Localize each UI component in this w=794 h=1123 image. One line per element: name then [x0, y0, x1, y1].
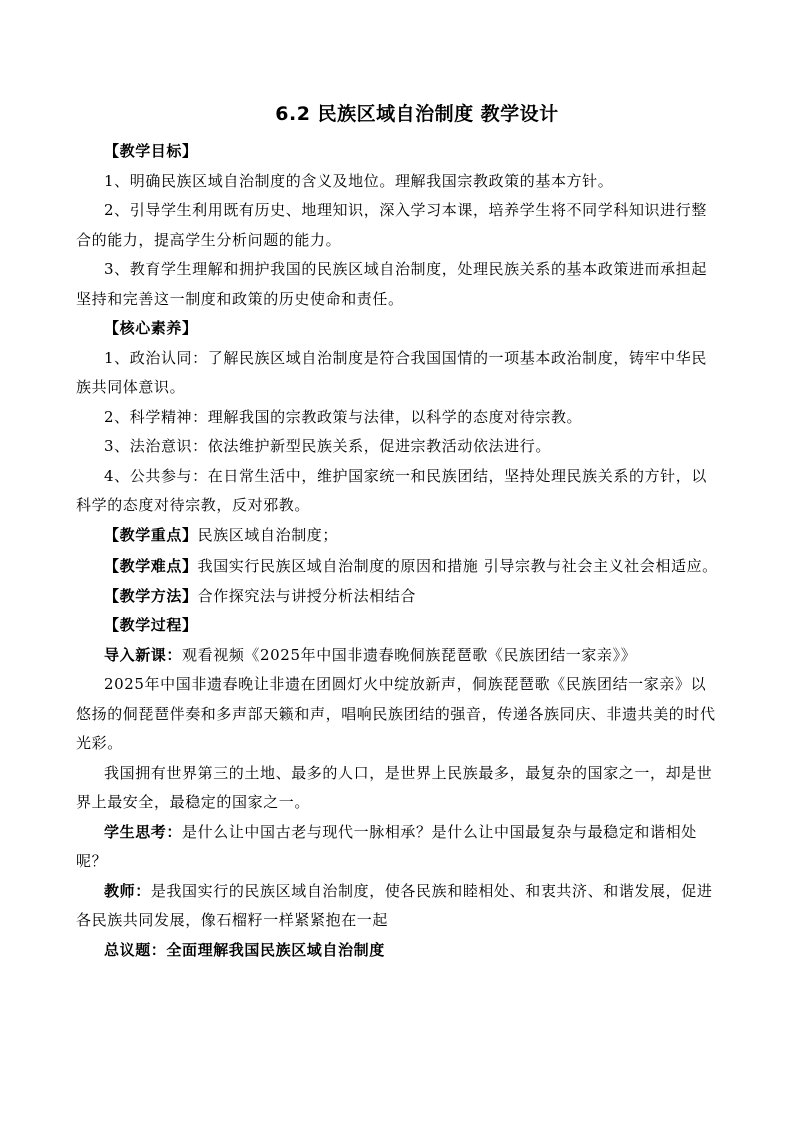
intro-line [76, 641, 720, 671]
teacher-text: 是我国实行的民族区域自治制度，使各民族和睦相处、和衷共济、和谐发展，促进各民族共同发展，像石榴籽一样紧紧抱在一起 [76, 881, 713, 929]
method-line [76, 582, 720, 612]
objective-item: 1、明确民族区域自治制度的含义及地位。理解我国宗教政策的基本方针。 [104, 171, 614, 190]
key-point-text: 民族区域自治制度； [197, 525, 339, 544]
process-heading: 【教学过程】 [104, 616, 198, 634]
key-point-line [76, 521, 720, 551]
literacy-heading: 【核心素养】 [104, 319, 198, 337]
teacher-line [76, 877, 720, 936]
student-think-text: 是什么让中国古老与现代一脉相承？是什么让中国最复杂与最稳定和谐相处呢？ [76, 822, 697, 870]
context-paragraph: 我国拥有世界第三的土地、最多的人口，是世界上民族最多，最复杂的国家之一，却是世界上最安全，最稳定的国家之一。 [76, 763, 713, 811]
method-heading: 【教学方法】 [104, 586, 198, 605]
difficulty-text: 我国实行民族区域自治制度的原因和措施 引导宗教与社会主义社会相适应。 [197, 557, 718, 575]
literacy-item: 3、法治意识：依法维护新型民族关系，促进宗教活动依法进行。 [104, 437, 551, 455]
teacher-label: 教师： [104, 881, 151, 900]
difficulty-line [76, 552, 720, 582]
literacy-item: 1、政治认同：了解民族区域自治制度是符合我国国情的一项基本政治制度，铸牢中华民族共同体意识。 [76, 348, 707, 396]
key-point-heading: 【教学重点】 [104, 525, 198, 544]
literacy-item: 4、公共参与：在日常生活中，维护国家统一和民族团结，坚持处理民族关系的方针，以科学的态度对待宗教，反对邪教。 [76, 466, 707, 514]
objective-item: 2、引导学生利用既有历史、地理知识，深入学习本课，培养学生将不同学科知识进行整合的能力，提高学生分析问题的能力。 [76, 201, 707, 249]
intro-label: 导入新课： [104, 645, 183, 664]
literacy-item: 2、科学精神：理解我国的宗教政策与法律，以科学的态度对待宗教。 [104, 407, 583, 426]
objective-item: 3、教育学生理解和拥护我国的民族区域自治制度，处理民族关系的基本政策进而承担起坚持和完善这一制度和政策的历史使命和责任。 [76, 260, 707, 308]
student-think-label: 学生思考： [104, 822, 183, 841]
student-think-line [76, 818, 720, 877]
document-body [76, 137, 720, 965]
intro-paragraph: 2025年中国非遗春晚让非遗在团圆灯火中绽放新声，侗族琵琶歌《民族团结一家亲》以悠扬的侗琵琶伴奏和多声部天籁和声，唱响民族团结的强音，传递各族同庆、非遗共美的时代光彩。 [76, 675, 716, 752]
objectives-heading: 【教学目标】 [104, 142, 198, 160]
method-text: 合作探究法与讲授分析法相结合 [197, 586, 417, 605]
page-title: 6.2 民族区域自治制度 教学设计 [275, 103, 559, 125]
difficulty-heading: 【教学难点】 [104, 557, 198, 575]
main-topic: 总议题：全面理解我国民族区域自治制度 [104, 940, 385, 959]
intro-text: 观看视频《2025年中国非遗春晚侗族琵琶歌《民族团结一家亲》》 [182, 645, 637, 664]
